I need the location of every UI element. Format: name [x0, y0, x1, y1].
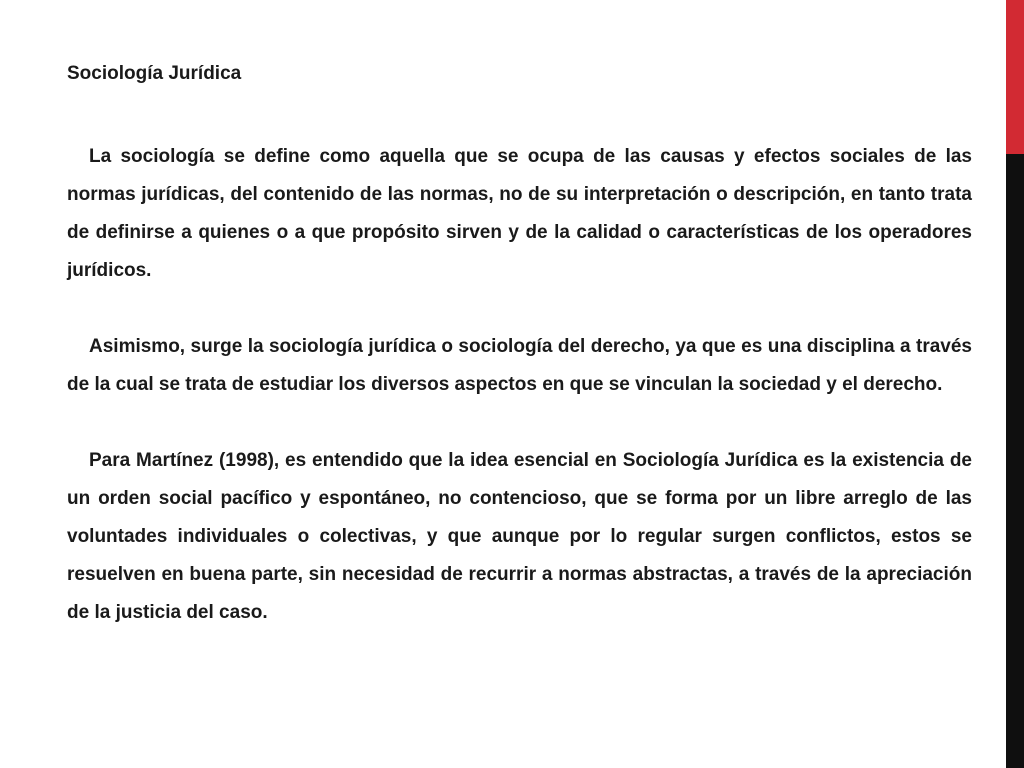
paragraph-sociology-of-law: Asimismo, surge la sociología jurídica o sociología del derecho, ya que es una disciplina a través de la cual se trata de estudiar los diversos aspectos en que se vinculan la sociedad y el derecho. — [67, 336, 972, 395]
paragraph-definition: La sociología se define como aquella que se ocupa de las causas y efectos sociales de las normas jurídicas, del contenido de las normas, no de su interpretación o descripción, en tanto trata de definirse a quienes o a que propósito sirven y de la calidad o características de los operadores jurídicos. — [67, 146, 972, 281]
slide-title: Sociología Jurídica — [67, 63, 242, 84]
accent-bar-red — [1006, 0, 1024, 154]
accent-bar-dark — [1006, 154, 1024, 768]
paragraph-martinez: Para Martínez (1998), es entendido que la idea esencial en Sociología Jurídica es la existencia de un orden social pacífico y espontáneo, no contencioso, que se forma por un libre arreglo de las voluntades individuales o colectivas, y que aunque por lo regular surgen conflictos, estos se resuelven en buena parte, sin necesidad de recurrir a normas abstractas, a través de la apreciación de la justicia del caso. — [67, 450, 972, 623]
slide-content — [67, 58, 972, 632]
